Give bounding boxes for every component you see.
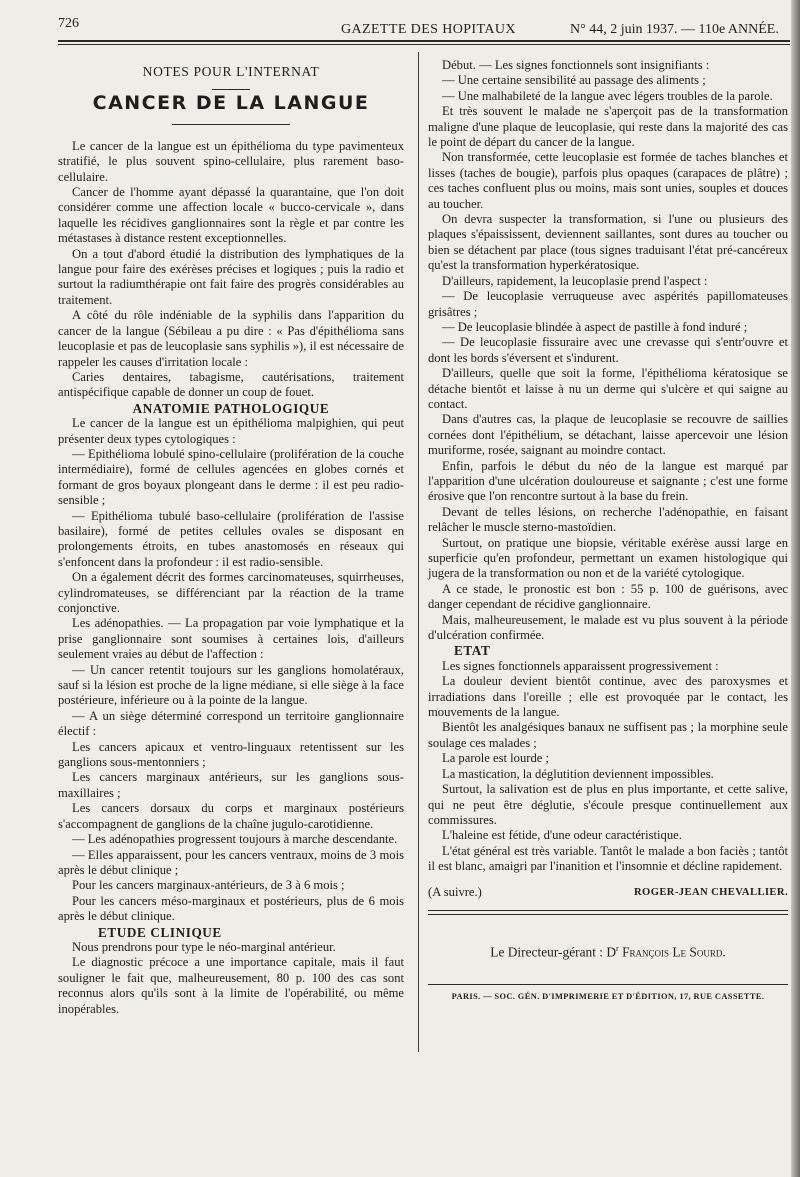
paragraph: — Une certaine sensibilité au passage des aliments ; xyxy=(442,73,706,88)
paragraph: Les cancers apicaux et ventro-linguaux retentissent sur les ganglions sous-mentonniers ; xyxy=(58,739,404,770)
left-column xyxy=(58,58,404,1017)
paragraph: D'ailleurs, rapidement, la leucoplasie prend l'aspect : xyxy=(442,273,708,288)
paragraph: Le cancer de la langue est un épithélioma malpighien, qui peut présenter deux types cytologiques : xyxy=(58,416,404,446)
column-divider xyxy=(418,52,419,1052)
section-heading-etat: ETAT xyxy=(454,643,491,659)
paragraph: Devant de telles lésions, on recherche l'adénopathie, en faisant relâcher le muscle sterno-mastoïdien. xyxy=(428,504,788,535)
section-kicker: NOTES POUR L'INTERNAT xyxy=(142,64,320,79)
page-header xyxy=(58,14,788,38)
headline-rule xyxy=(172,124,290,125)
paragraph: La douleur devient bientôt continue, avec des paroxysmes et irradiations dans l'oreille ; elle est provoquée par le contact, les mouvements de la langue. xyxy=(428,674,788,720)
paragraph: Les cancers dorsaux du corps et marginaux postérieurs s'accompagnent de ganglions de la chaîne jugulo-carotidienne. xyxy=(58,801,404,831)
paragraph: Début. — Les signes fonctionnels sont insignifiants : xyxy=(442,58,710,72)
paragraph: Surtout, on pratique une biopsie, véritable exérèse aussi large en superficie qu'en profondeur, permettant un examen histologique qui jugera de la transformation ou non et de la variété cytologique. xyxy=(428,535,788,581)
paragraph: Surtout, la salivation est de plus en plus importante, et cette salive, qui ne peut être déglutie, s'écoule presque continuellement aux commissures. xyxy=(428,782,788,827)
article-headline: CANCER DE LA LANGUE xyxy=(92,92,370,115)
director-name: François Le Sourd. xyxy=(622,944,726,960)
journal-title: GAZETTE DES HOPITAUX xyxy=(341,22,516,37)
paragraph: Dans d'autres cas, la plaque de leucoplasie se recouvre de saillies cornées dont l'épithélium, se détachant, laisse apercevoir une lésion muriforme, rosée, saignant au moindre contact. xyxy=(428,412,788,458)
paragraph: Caries dentaires, tabagisme, cautérisations, traitement antispécifique capable de donner un coup de fouet. xyxy=(58,369,404,400)
section-heading-etude: ETUDE CLINIQUE xyxy=(98,924,222,940)
kicker-rule xyxy=(212,89,250,90)
signature-line xyxy=(428,885,788,900)
header-rule xyxy=(58,40,790,42)
to-be-continued: (A suivre.) xyxy=(428,884,482,899)
paragraph: — De leucoplasie fissuraire avec une crevasse qui s'entr'ouvre et dont les bords s'éversent et s'indurent. xyxy=(428,335,788,365)
paragraph: Les signes fonctionnels apparaissent progressivement : xyxy=(442,658,719,673)
paragraph: — Les adénopathies progressent toujours à marche descendante. xyxy=(72,832,398,847)
author-name: ROGER-JEAN CHEVALLIER. xyxy=(634,886,788,898)
page-edge-shadow xyxy=(791,0,800,1177)
paragraph: La parole est lourde ; xyxy=(442,751,550,766)
director-superscript: r xyxy=(616,943,619,953)
printer-rule xyxy=(428,984,788,985)
paragraph: Et très souvent le malade ne s'aperçoit pas de la transformation maligne d'une plaque de leucoplasie, qui reste dans la majorité des cas le point de départ du cancer de la langue. xyxy=(428,104,788,150)
paragraph: A côté du rôle indéniable de la syphilis dans l'apparition du cancer de la langue (Sébileau a pu dire : « Pas d'épithélioma sans leucoplasie et pas de leucoplasie sans syphilis »), il est nécessaire de rappeler les causes d'irritation locale : xyxy=(58,308,404,369)
article-end-rule-thin xyxy=(428,914,788,915)
paragraph: Nous prendrons pour type le néo-marginal antérieur. xyxy=(72,939,336,954)
header-rule-thin xyxy=(58,44,790,45)
paragraph: — Un cancer retentit toujours sur les ganglions homolatéraux, sauf si la lésion est proche de la ligne médiane, si elle siège à la face postérieure, inférieure ou à la pointe de la langue. xyxy=(58,662,404,708)
paragraph: — A un siège déterminé correspond un territoire ganglionnaire électif : xyxy=(58,708,404,739)
paragraph: L'haleine est fétide, d'une odeur caractéristique. xyxy=(442,828,682,843)
paragraph: — Elles apparaissent, pour les cancers ventraux, moins de 3 mois après le début clinique ; xyxy=(58,847,404,877)
printer-imprint: PARIS. — SOC. GÉN. D'IMPRIMERIE ET D'ÉDITION, 17, RUE CASSETTE. xyxy=(451,991,765,1001)
right-column xyxy=(428,58,788,1004)
paragraph: La mastication, la déglutition deviennent impossibles. xyxy=(442,766,714,781)
paragraph: Non transformée, cette leucoplasie est formée de taches blanches et lisses (taches de bougie), parfois plus opaques (carapaces de plâtre) ; ces taches confluent plus ou moins, mais sont unies, souples et douces au toucher. xyxy=(428,150,788,211)
page-number: 726 xyxy=(58,16,79,31)
paragraph: — De leucoplasie verruqueuse avec aspérités papillomateuses grisâtres ; xyxy=(428,289,788,319)
paragraph: — Epithélioma tubulé baso-cellulaire (prolifération de l'assise basilaire), formé de petites cellules ovales se disposant en prolongements étroits, en tubes anastomosés en réseaux qui s'enfoncent dans la profondeur : il est radio-sensible. xyxy=(58,508,404,569)
director-line xyxy=(428,941,788,960)
paragraph: Le cancer de la langue est un épithélioma du type pavimenteux stratifié, le plus souvent spino-cellulaire, plus rarement baso-cellulaire. xyxy=(58,138,404,184)
paragraph: L'état général est très variable. Tantôt le malade a bon faciès ; tantôt il est blanc, amaigri par l'inanition et l'insomnie et décline rapidement. xyxy=(428,843,788,874)
section-heading-anatomie: ANATOMIE PATHOLOGIQUE xyxy=(132,400,330,416)
paragraph: — De leucoplasie blindée à aspect de pastille à fond induré ; xyxy=(442,319,748,334)
paragraph: On devra suspecter la transformation, si l'une ou plusieurs des plaques s'épaississent, deviennent saillantes, sont dures au toucher ou bien se détachent par place (tous signes traduisant l'état pré-cancéreux qu'est la transformation hyperkératosique. xyxy=(428,212,788,273)
article-end-rule xyxy=(428,910,788,911)
paragraph: Pour les cancers marginaux-antérieurs, de 3 à 6 mois ; xyxy=(72,878,345,893)
paragraph: Enfin, parfois le début du néo de la langue est marqué par l'apparition d'une ulcération douloureuse et saignante ; c'est une forme érosive que l'on rencontre surtout à la base du frein. xyxy=(428,458,788,504)
paragraph: Les cancers marginaux antérieurs, sur les ganglions sous-maxillaires ; xyxy=(58,770,404,800)
issue-info: N° 44, 2 juin 1937. — 110e ANNÉE. xyxy=(570,22,779,37)
paragraph: On a tout d'abord étudié la distribution des lymphatiques de la langue pour faire des exérèses précises et logiques ; puis la radio et surtout la radiumthérapie ont fait faire des progrès considérables au traitement. xyxy=(58,246,404,307)
paragraph: D'ailleurs, quelle que soit la forme, l'épithélioma kératosique se détache bientôt et laisse à nu un derme qui s'ulcère et qui saigne au contact. xyxy=(428,366,788,411)
paragraph: Les adénopathies. — La propagation par voie lymphatique et la prise ganglionnaire sont soumises à certaines lois, d'ailleurs seulement vraies au début de l'affection : xyxy=(58,616,404,662)
paragraph: Bientôt les analgésiques banaux ne suffisent pas ; la morphine seule soulage ces malades ; xyxy=(428,720,788,750)
director-prefix: Le Directeur-gérant : D xyxy=(490,944,617,960)
paragraph: Pour les cancers méso-marginaux et postérieurs, plus de 6 mois après le début clinique. xyxy=(58,893,404,924)
paragraph: Mais, malheureusement, le malade est vu plus souvent à la période d'ulcération confirmée. xyxy=(428,612,788,643)
paragraph: Cancer de l'homme ayant dépassé la quarantaine, que l'on doit considérer comme une affection locale « bucco-cervicale », dans laquelle les récidives ganglionnaires sont la règle et par contre les métastases à distance restent exceptionnelles. xyxy=(58,185,404,246)
paragraph: A ce stade, le pronostic est bon : 55 p. 100 de guérisons, avec danger cependant de récidive ganglionnaire. xyxy=(428,581,788,612)
paragraph: Le diagnostic précoce a une importance capitale, mais il faut souligner le fait que, malheureusement, 80 p. 100 des cas sont reconnus alors qu'ils sont à la limite de l'opérabilité, ou même inopérables. xyxy=(58,955,404,1016)
paragraph: — Une malhabileté de la langue avec légers troubles de la parole. xyxy=(442,88,773,103)
paragraph: On a également décrit des formes carcinomateuses, squirrheuses, cylindromateuses, se différenciant par la réaction de la trame conjonctive. xyxy=(58,570,404,615)
paragraph: — Epithélioma lobulé spino-cellulaire (prolifération de la couche intermédiaire), formé de cellules agencées en globes cornés et formant de gros boyaux plongeant dans le derme : il est peu radio-sensible ; xyxy=(58,446,404,508)
